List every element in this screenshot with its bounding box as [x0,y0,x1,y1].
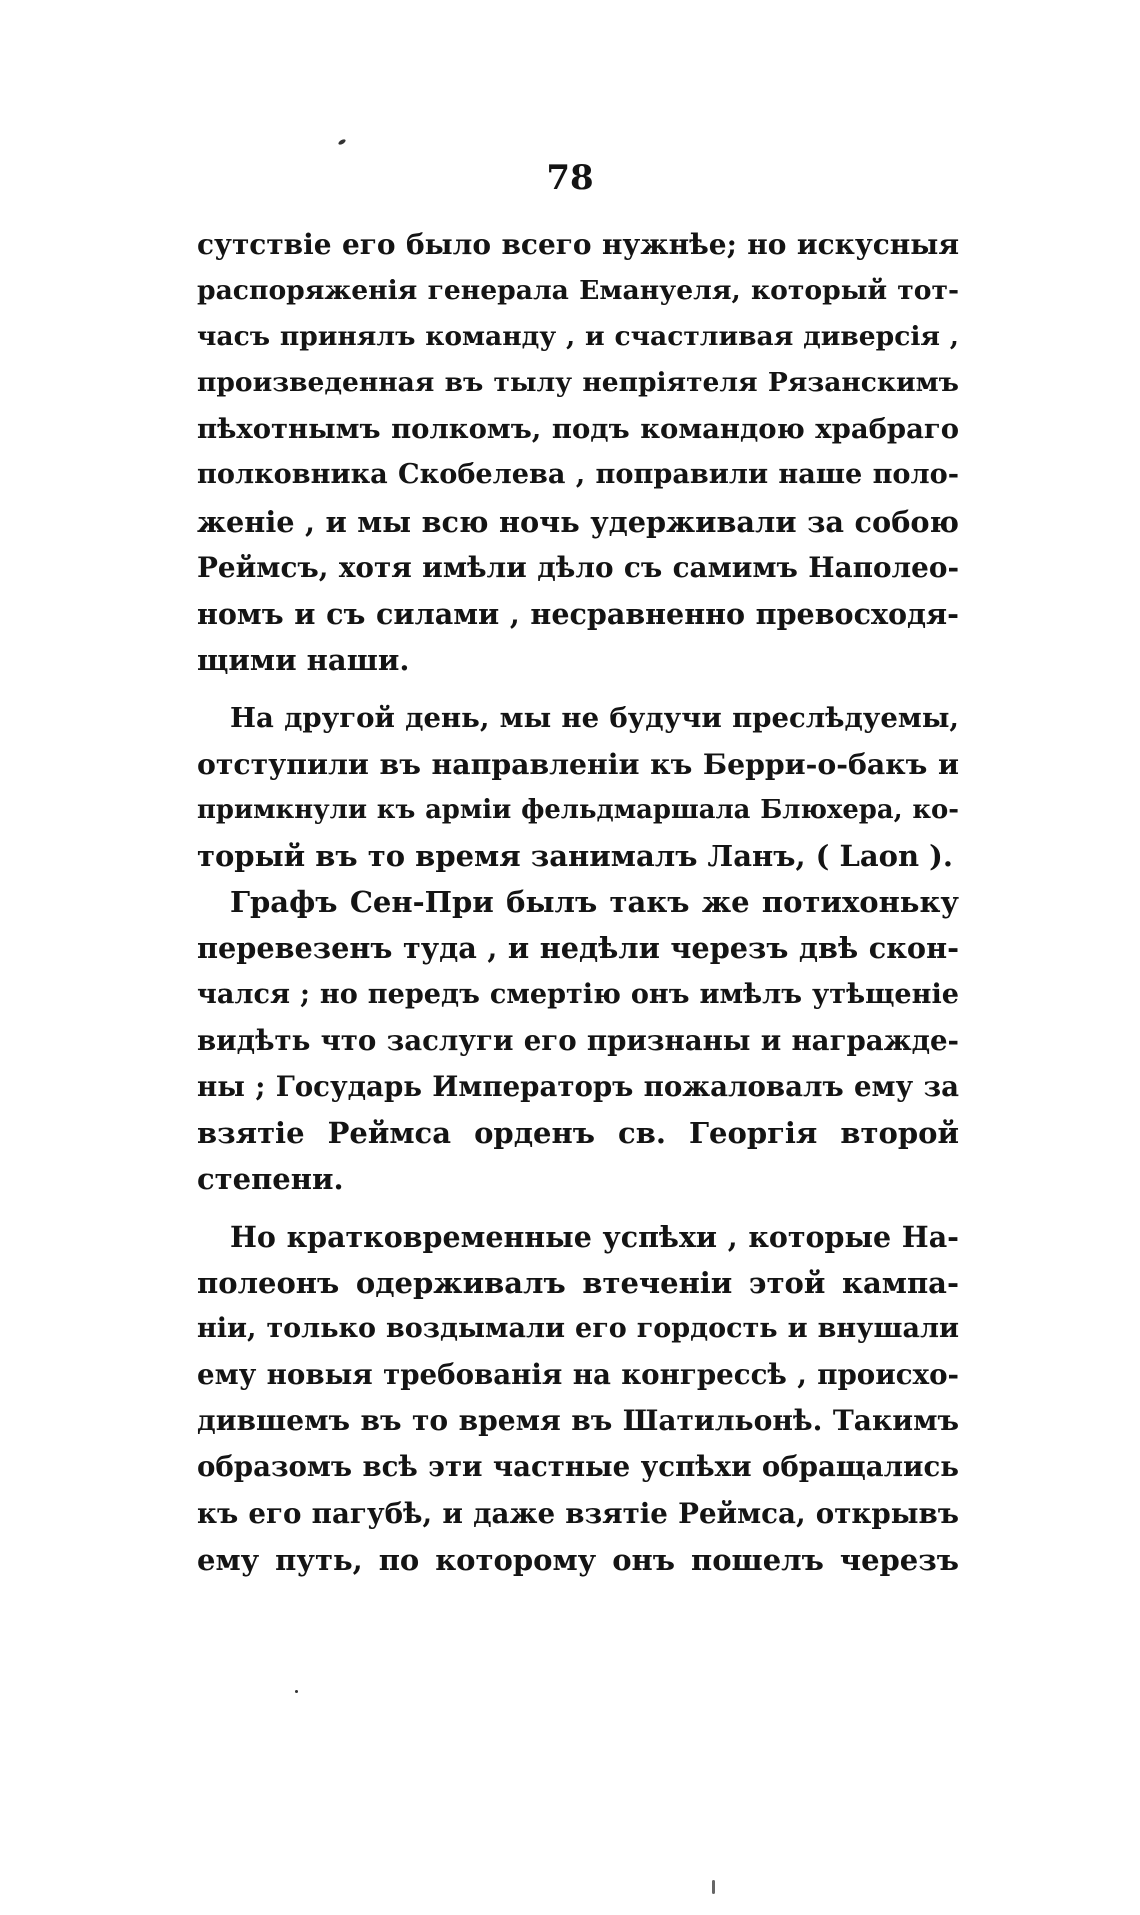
paragraph [197,222,959,683]
text-line: щими наши. [197,642,410,677]
text-line: часъ принялъ команду , и счастливая диверсія , [197,321,959,353]
text-line: къ его пагубѣ, и даже взятіе Реймса, открывъ [197,1496,959,1530]
text-line: ніи, только воздымали его гордость и внушали [197,1313,959,1345]
text-line: Но кратковременные успѣхи , которые На- [230,1219,959,1254]
text-line: ему путь, по которому онъ пошелъ черезъ [197,1542,959,1577]
paragraph [197,695,959,879]
text-line: степени. [197,1161,344,1196]
text-line: произведенная въ тылу непріятеля Рязанскимъ [197,367,959,399]
text-line: взятіе Реймса орденъ св. Георгія второй [197,1115,959,1150]
ink-speck [712,1880,715,1894]
text-line: Реймсъ, хотя имѣли дѣло съ самимъ Наполео- [197,550,959,584]
text-line: распоряженія генерала Емануеля, который тот- [197,275,959,307]
text-line: чался ; но передъ смертію онъ имѣлъ утѣщеніе [197,978,959,1010]
text-line: ему новыя требованія на конгрессѣ , происхо- [197,1358,959,1392]
text-line: перевезенъ туда , и недѣли черезъ двѣ скон- [197,931,959,966]
paragraph [197,1214,959,1583]
text-line: номъ и съ силами , несравненно превосходя- [197,596,959,631]
text-line: дившемъ въ то время въ Шатильонѣ. Такимъ [197,1404,959,1438]
text-line: сутствіе его было всего нужнѣе; но искусныя [197,228,959,261]
text-line: полковника Скобелева , поправили наше поло- [197,459,959,491]
ink-speck [338,138,347,145]
text-line: женіе , и мы всю ночь удерживали за собою [197,504,959,539]
page-number: 78 [546,158,594,198]
paragraph [197,879,959,1202]
ink-speck [295,1690,298,1693]
text-line: образомъ всѣ эти частные успѣхи обращались [197,1450,959,1484]
text-line: полеонъ одерживалъ втеченіи этой кампа- [197,1266,959,1301]
text-line: пѣхотнымъ полкомъ, подъ командою храбраго [197,413,959,446]
text-line: ны ; Государь Императоръ пожаловалъ ему за [197,1069,959,1103]
text-line: На другой день, мы не будучи преслѣдуемы, [230,701,959,734]
body-text [197,222,959,1583]
text-line: видѣть что заслуги его признаны и награжде- [197,1023,959,1057]
text-line: торый въ то время занималъ Ланъ, ( Laon ). [197,839,953,874]
text-line: примкнули къ арміи фельдмаршала Блюхера, ко- [197,795,959,826]
text-line: отступили въ направленіи къ Берри-о-бакъ и [197,747,959,782]
text-line: Графъ Сен-При былъ такъ же потихоньку [230,885,959,920]
